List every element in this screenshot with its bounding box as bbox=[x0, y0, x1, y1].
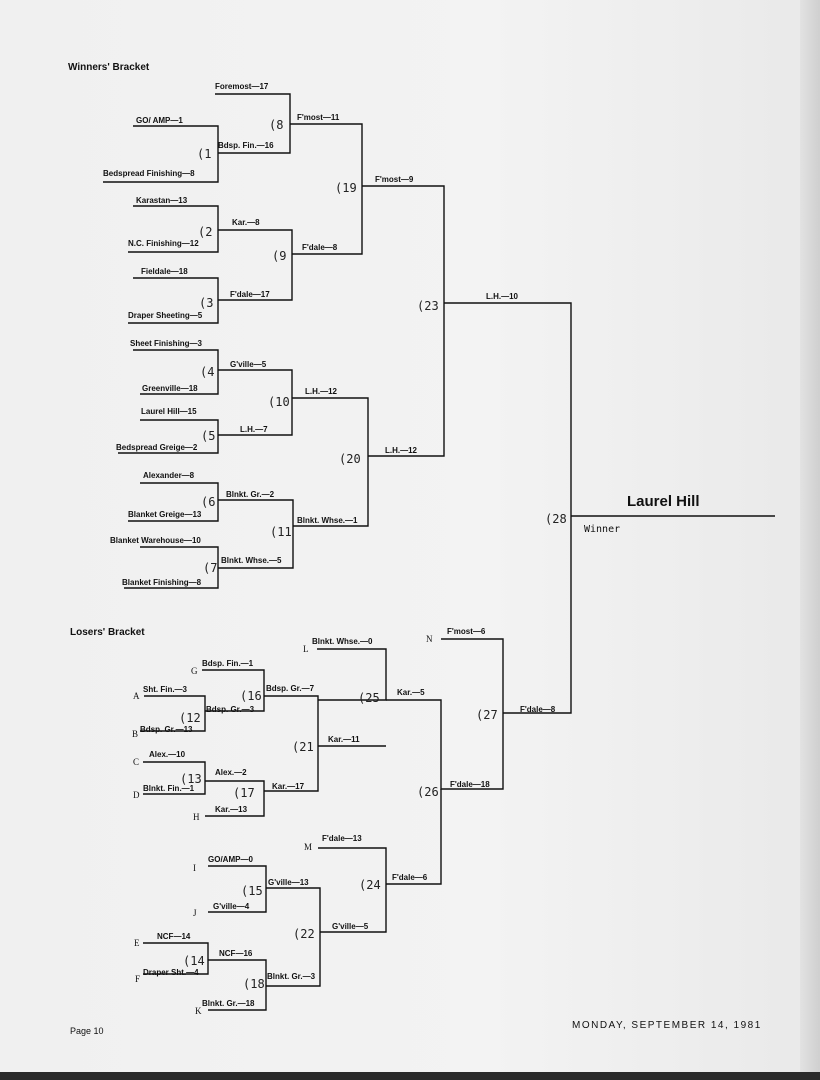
game-number: (4 bbox=[200, 365, 215, 379]
winner-caption: Winner bbox=[584, 524, 621, 535]
game-number: (28 bbox=[545, 512, 567, 526]
slot-letter: H bbox=[193, 812, 200, 822]
game-number: (6 bbox=[201, 495, 216, 509]
slot-letter: A bbox=[133, 691, 140, 701]
team-entry: F'dale—18 bbox=[450, 780, 490, 789]
team-entry: F'most—9 bbox=[375, 175, 414, 184]
team-entry: F'dale—8 bbox=[520, 705, 556, 714]
game-number: (20 bbox=[339, 452, 361, 466]
team-entry: NCF—16 bbox=[219, 949, 253, 958]
game-number: (2 bbox=[198, 225, 213, 239]
slot-letter: N bbox=[426, 634, 433, 644]
game-number: (13 bbox=[180, 772, 202, 786]
slot-letter: D bbox=[133, 790, 140, 800]
team-entry: Sheet Finishing—3 bbox=[130, 339, 203, 348]
team-entry: G'ville—5 bbox=[332, 922, 369, 931]
game-number: (25 bbox=[358, 691, 380, 705]
team-entry: F'most—6 bbox=[447, 627, 486, 636]
team-entry: GO/ AMP—1 bbox=[136, 116, 183, 125]
team-entry: Kar.—5 bbox=[397, 688, 425, 697]
team-entry: Blnkt. Fin.—1 bbox=[143, 784, 195, 793]
game-number: (11 bbox=[270, 525, 292, 539]
team-entry: Bdsp. Gr.—13 bbox=[140, 725, 193, 734]
team-entry: F'dale—17 bbox=[230, 290, 270, 299]
team-entry: Blnkt. Gr.—18 bbox=[202, 999, 255, 1008]
team-entry: Draper Sht.—4 bbox=[143, 968, 199, 977]
team-entry: Bedspread Greige—2 bbox=[116, 443, 198, 452]
game-number: (10 bbox=[268, 395, 290, 409]
team-entry: L.H.—10 bbox=[486, 292, 519, 301]
winners-bracket-heading: Winners' Bracket bbox=[68, 62, 150, 73]
slot-letter: B bbox=[132, 729, 139, 739]
team-entry: Blnkt. Gr.—2 bbox=[226, 490, 275, 499]
slot-letter: G bbox=[191, 666, 198, 676]
slot-letter: E bbox=[134, 938, 140, 948]
team-entry: Fieldale—18 bbox=[141, 267, 188, 276]
game-number: (23 bbox=[417, 299, 439, 313]
team-entry: Bdsp. Gr.—3 bbox=[206, 705, 255, 714]
game-number: (14 bbox=[183, 954, 205, 968]
team-entry: L.H.—12 bbox=[385, 446, 418, 455]
game-number: (1 bbox=[197, 147, 212, 161]
team-entry: Laurel Hill—15 bbox=[141, 407, 197, 416]
team-entry: Alexander—8 bbox=[143, 471, 195, 480]
game-number: (8 bbox=[269, 118, 284, 132]
team-entry: Sht. Fin.—3 bbox=[143, 685, 187, 694]
team-entry: Bdsp. Gr.—7 bbox=[266, 684, 315, 693]
champion-name: Laurel Hill bbox=[627, 493, 700, 510]
team-entry: GO/AMP—0 bbox=[208, 855, 253, 864]
team-entry: F'dale—6 bbox=[392, 873, 428, 882]
team-entry: Alex.—2 bbox=[215, 768, 247, 777]
team-entry: Bdsp. Fin.—16 bbox=[218, 141, 274, 150]
game-number: (12 bbox=[179, 711, 201, 725]
team-entry: Greenville—18 bbox=[142, 384, 198, 393]
team-entry: Blanket Warehouse—10 bbox=[110, 536, 201, 545]
slot-letter: L bbox=[303, 644, 309, 654]
team-entry: Bedspread Finishing—8 bbox=[103, 169, 195, 178]
team-entry: F'dale—13 bbox=[322, 834, 362, 843]
game-number: (26 bbox=[417, 785, 439, 799]
slot-letter: C bbox=[133, 757, 140, 767]
team-entry: L.H.—12 bbox=[305, 387, 338, 396]
game-number: (3 bbox=[199, 296, 214, 310]
slot-letter: F bbox=[135, 974, 141, 984]
team-entry: G'ville—13 bbox=[268, 878, 309, 887]
team-entry: Blnkt. Gr.—3 bbox=[267, 972, 316, 981]
game-number: (17 bbox=[233, 786, 255, 800]
team-entry: Blanket Greige—13 bbox=[128, 510, 202, 519]
game-number: (21 bbox=[292, 740, 314, 754]
team-entry: Blnkt. Whse.—0 bbox=[312, 637, 373, 646]
publication-date: MONDAY, SEPTEMBER 14, 1981 bbox=[572, 1020, 762, 1031]
team-entry: G'ville—5 bbox=[230, 360, 267, 369]
team-entry: Bdsp. Fin.—1 bbox=[202, 659, 254, 668]
team-entry: Karastan—13 bbox=[136, 196, 188, 205]
team-entry: Kar.—8 bbox=[232, 218, 260, 227]
losers-bracket-heading: Losers' Bracket bbox=[70, 627, 145, 638]
team-entry: Alex.—10 bbox=[149, 750, 186, 759]
game-number: (22 bbox=[293, 927, 315, 941]
team-entry: N.C. Finishing—12 bbox=[128, 239, 199, 248]
team-entry: F'dale—8 bbox=[302, 243, 338, 252]
slot-letter: I bbox=[193, 863, 196, 873]
team-entry: Blanket Finishing—8 bbox=[122, 578, 202, 587]
slot-letter: K bbox=[195, 1006, 202, 1016]
team-entry: F'most—11 bbox=[297, 113, 340, 122]
team-entry: NCF—14 bbox=[157, 932, 191, 941]
team-entry: G'ville—4 bbox=[213, 902, 250, 911]
game-number: (24 bbox=[359, 878, 381, 892]
game-number: (9 bbox=[272, 249, 287, 263]
slot-letter: M bbox=[304, 842, 313, 852]
game-number: (18 bbox=[243, 977, 265, 991]
game-number: (16 bbox=[240, 689, 262, 703]
game-number: (7 bbox=[203, 561, 218, 575]
team-entry: Foremost—17 bbox=[215, 82, 269, 91]
game-number: (15 bbox=[241, 884, 263, 898]
team-entry: Kar.—11 bbox=[328, 735, 360, 744]
team-entry: Kar.—13 bbox=[215, 805, 248, 814]
team-entry: Blnkt. Whse.—1 bbox=[297, 516, 358, 525]
team-entry: L.H.—7 bbox=[240, 425, 268, 434]
game-number: (27 bbox=[476, 708, 498, 722]
slot-letter: J bbox=[193, 908, 197, 918]
team-entry: Kar.—17 bbox=[272, 782, 305, 791]
game-number: (5 bbox=[201, 429, 216, 443]
team-entry: Draper Sheeting—5 bbox=[128, 311, 203, 320]
page-number: Page 10 bbox=[70, 1026, 104, 1036]
game-number: (19 bbox=[335, 181, 357, 195]
team-entry: Blnkt. Whse.—5 bbox=[221, 556, 282, 565]
